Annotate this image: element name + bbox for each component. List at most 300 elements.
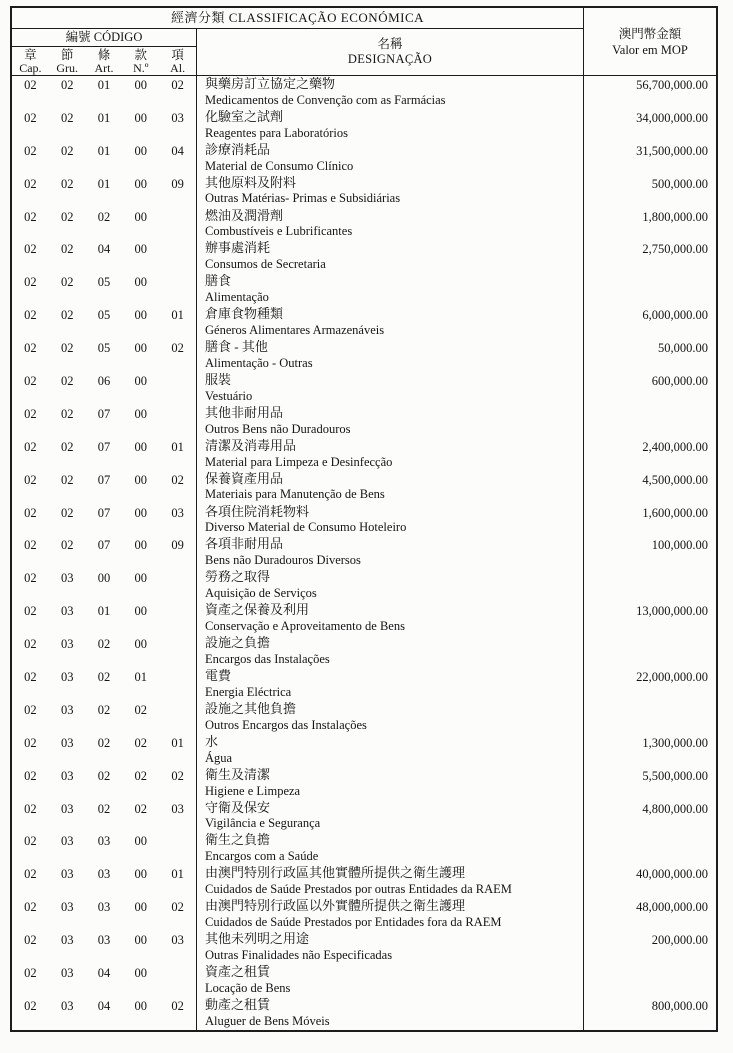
- code-cell: 02: [24, 242, 37, 257]
- designation-zh: 辦事處消耗: [205, 240, 271, 256]
- amount-value: [583, 273, 716, 306]
- code-cell: 04: [97, 242, 111, 257]
- code-cell: 00: [134, 834, 148, 849]
- code-cell: 02: [97, 209, 111, 224]
- code-cell: 02: [24, 571, 37, 586]
- row-designation: [197, 734, 583, 767]
- header-left-block: [12, 8, 583, 75]
- code-cell: 02: [60, 374, 74, 389]
- row-designation: [197, 76, 583, 109]
- code-cell: 00: [134, 538, 148, 553]
- designation-zh: 資產之保養及利用: [205, 602, 310, 618]
- table-header: [12, 8, 716, 76]
- designation-pt: Medicamentos de Convenção com as Farmácias: [205, 92, 446, 107]
- designation-zh: 電費: [205, 668, 232, 684]
- table-row: [12, 142, 716, 175]
- code-col-cap-abbr: Cap.: [19, 61, 42, 75]
- code-cell: 02: [24, 374, 37, 389]
- code-cell: 01: [171, 439, 184, 454]
- code-cell: 03: [60, 768, 74, 783]
- row-code-block: [12, 668, 197, 701]
- designation-header-zh: 名稱: [377, 37, 403, 51]
- row-designation: [197, 832, 583, 865]
- row-code-block: [12, 175, 197, 208]
- row-code-block: [12, 504, 197, 537]
- code-cell: [159, 669, 196, 701]
- code-cell: 00: [134, 110, 148, 125]
- amount-value: [583, 635, 716, 668]
- code-cell: 01: [171, 735, 184, 750]
- table-row: [12, 273, 716, 306]
- code-cell: 04: [171, 143, 184, 158]
- row-code-block: [12, 339, 197, 372]
- row-code-block: [12, 142, 197, 175]
- amount-value: 100,000.00: [583, 536, 716, 569]
- code-cell: 07: [97, 439, 111, 454]
- code-cell: 00: [134, 933, 148, 948]
- row-designation: [197, 701, 583, 734]
- code-cell: 03: [171, 801, 184, 816]
- code-cell: 03: [60, 637, 74, 652]
- table-row: [12, 602, 716, 635]
- designation-pt: Locação de Bens: [205, 980, 291, 995]
- code-col-cap-zh: 章: [24, 48, 37, 62]
- designation-pt: Materiais para Manutenção de Bens: [205, 487, 385, 502]
- code-cell: 02: [60, 110, 74, 125]
- code-cell: 02: [60, 505, 74, 520]
- designation-pt: Material de Consumo Clínico: [205, 158, 354, 173]
- code-cell: 07: [97, 538, 111, 553]
- amount-value: [583, 405, 716, 438]
- table-row: [12, 767, 716, 800]
- row-designation: [197, 569, 583, 602]
- code-cell: 00: [134, 209, 148, 224]
- row-code-block: [12, 536, 197, 569]
- code-cell: 01: [97, 78, 111, 92]
- code-cell: 03: [97, 933, 111, 948]
- row-code-block: [12, 767, 197, 800]
- code-cell: 00: [134, 341, 148, 356]
- designation-pt: Outros Encargos das Instalações: [205, 717, 367, 732]
- row-designation: [197, 471, 583, 504]
- code-cell: 03: [60, 604, 74, 619]
- code-cell: 03: [60, 867, 74, 882]
- code-cell: 00: [134, 571, 148, 586]
- row-designation: [197, 142, 583, 175]
- code-cell: 03: [171, 933, 184, 948]
- table-row: [12, 76, 716, 109]
- code-cell: [159, 965, 196, 997]
- designation-zh: 由澳門特別行政區其他實體所提供之衛生護理: [205, 865, 466, 881]
- code-cell: 02: [171, 998, 184, 1013]
- code-cell: 03: [60, 670, 74, 685]
- row-code-block: [12, 635, 197, 668]
- code-cell: 00: [134, 439, 148, 454]
- row-code-block: [12, 997, 197, 1030]
- designation-zh: 水: [205, 733, 219, 749]
- code-cell: 02: [24, 768, 37, 783]
- designation-zh: 診療消耗品: [205, 141, 271, 157]
- amount-header: [583, 8, 716, 75]
- code-cell: 03: [60, 801, 74, 816]
- designation-pt: Água: [205, 750, 233, 765]
- code-cell: [159, 209, 196, 241]
- designation-pt: Diverso Material de Consumo Hoteleiro: [205, 520, 407, 535]
- amount-value: [583, 832, 716, 865]
- row-designation: [197, 997, 583, 1030]
- code-cell: 09: [171, 538, 184, 553]
- code-cell: 00: [134, 308, 148, 323]
- table-row: [12, 372, 716, 405]
- code-col-gru-zh: 節: [60, 48, 74, 62]
- code-cell: 02: [171, 472, 184, 487]
- row-code-block: [12, 734, 197, 767]
- code-cell: 02: [24, 341, 37, 356]
- code-cell: 02: [24, 406, 37, 421]
- code-col-art: [86, 48, 123, 75]
- code-cell: [159, 241, 196, 273]
- code-cell: 01: [134, 670, 148, 685]
- code-cell: 02: [24, 998, 37, 1013]
- amount-value: 1,300,000.00: [583, 734, 716, 767]
- code-cell: 03: [171, 505, 184, 520]
- code-cell: 02: [24, 472, 37, 487]
- designation-zh: 由澳門特別行政區以外實體所提供之衛生護理: [205, 898, 466, 914]
- amount-value: 600,000.00: [583, 372, 716, 405]
- amount-value: 2,400,000.00: [583, 438, 716, 471]
- designation-pt: Outras Matérias- Primas e Subsidiárias: [205, 191, 401, 206]
- code-cell: 02: [60, 308, 74, 323]
- amount-value: 50,000.00: [583, 339, 716, 372]
- amount-value: 56,700,000.00: [583, 76, 716, 109]
- code-cell: 02: [97, 637, 111, 652]
- table-row: [12, 240, 716, 273]
- code-cell: 03: [60, 900, 74, 915]
- designation-zh: 化驗室之試劑: [205, 108, 284, 124]
- code-cell: 02: [24, 505, 37, 520]
- designation-pt: Outros Bens não Duradouros: [205, 421, 351, 436]
- code-cell: 04: [97, 998, 111, 1013]
- amount-value: 4,800,000.00: [583, 800, 716, 833]
- row-code-block: [12, 701, 197, 734]
- table-row: [12, 800, 716, 833]
- designation-pt: Energia Eléctrica: [205, 684, 292, 699]
- designation-pt: Conservação e Aproveitamento de Bens: [205, 619, 405, 634]
- table-row: [12, 865, 716, 898]
- designation-zh: 守衛及保安: [205, 799, 271, 815]
- code-cell: 03: [97, 867, 111, 882]
- code-cell: 02: [134, 735, 148, 750]
- code-cell: 02: [24, 143, 37, 158]
- designation-zh: 動產之租賃: [205, 996, 271, 1012]
- amount-value: [583, 701, 716, 734]
- code-cell: 01: [97, 110, 111, 125]
- designation-pt: Encargos com a Saúde: [205, 849, 319, 864]
- designation-pt: Vestuário: [205, 388, 253, 403]
- amount-value: 200,000.00: [583, 931, 716, 964]
- code-cell: 03: [60, 702, 74, 717]
- amount-value: 500,000.00: [583, 175, 716, 208]
- table-row: [12, 898, 716, 931]
- code-header-title: 編號 CÓDIGO: [12, 29, 196, 47]
- designation-zh: 資產之租賃: [205, 964, 271, 980]
- code-cell: 00: [134, 505, 148, 520]
- code-cell: 02: [97, 768, 111, 783]
- table-row: [12, 931, 716, 964]
- row-designation: [197, 339, 583, 372]
- code-cell: 02: [60, 406, 74, 421]
- code-col-no: [122, 48, 159, 75]
- code-cell: 03: [97, 834, 111, 849]
- amount-value: 1,800,000.00: [583, 208, 716, 241]
- table-row: [12, 504, 716, 537]
- designation-header: [197, 29, 583, 75]
- code-cell: 02: [134, 801, 148, 816]
- code-cell: 01: [97, 176, 111, 191]
- amount-value: 22,000,000.00: [583, 668, 716, 701]
- row-code-block: [12, 832, 197, 865]
- row-code-block: [12, 964, 197, 997]
- designation-zh: 設施之負擔: [205, 635, 271, 651]
- designation-zh: 保養資產用品: [205, 470, 284, 486]
- amount-value: 1,600,000.00: [583, 504, 716, 537]
- amount-header-pt: Valor em MOP: [612, 42, 688, 57]
- classification-title: 經濟分類 CLASSIFICAÇÃO ECONÓMICA: [12, 8, 583, 29]
- designation-zh: 服裝: [205, 372, 232, 388]
- designation-zh: 清潔及消毒用品: [205, 437, 297, 453]
- row-code-block: [12, 405, 197, 438]
- table-row: [12, 339, 716, 372]
- code-cell: 03: [60, 966, 74, 981]
- code-cell: 02: [24, 176, 37, 191]
- row-code-block: [12, 569, 197, 602]
- code-cell: [159, 570, 196, 602]
- amount-value: 5,500,000.00: [583, 767, 716, 800]
- designation-pt: Higiene e Limpeza: [205, 783, 301, 798]
- code-cell: 02: [24, 110, 37, 125]
- code-cell: 02: [24, 604, 37, 619]
- row-designation: [197, 668, 583, 701]
- code-cell: 00: [134, 176, 148, 191]
- code-cell: 01: [97, 143, 111, 158]
- row-designation: [197, 964, 583, 997]
- designation-pt: Aluguer de Bens Móveis: [205, 1013, 330, 1028]
- code-cell: [159, 833, 196, 865]
- row-designation: [197, 536, 583, 569]
- code-cell: 02: [60, 209, 74, 224]
- code-cell: 02: [171, 78, 184, 92]
- row-designation: [197, 240, 583, 273]
- designation-pt: Cuidados de Saúde Prestados por outras Entidades da RAEM: [205, 882, 512, 897]
- amount-value: 40,000,000.00: [583, 865, 716, 898]
- table-row: [12, 635, 716, 668]
- code-cell: 02: [60, 143, 74, 158]
- code-cell: 02: [60, 275, 74, 290]
- code-cell: 02: [24, 209, 37, 224]
- row-designation: [197, 109, 583, 142]
- code-cell: 01: [171, 308, 184, 323]
- row-code-block: [12, 76, 197, 109]
- row-code-block: [12, 602, 197, 635]
- amount-value: [583, 569, 716, 602]
- code-cell: 02: [171, 341, 184, 356]
- amount-value: 31,500,000.00: [583, 142, 716, 175]
- table-row: [12, 306, 716, 339]
- designation-zh: 各項住院消耗物料: [205, 503, 310, 519]
- code-cell: 03: [171, 110, 184, 125]
- code-cell: 02: [60, 472, 74, 487]
- designation-zh: 燃油及潤滑劑: [205, 207, 284, 223]
- code-cell: 01: [97, 604, 111, 619]
- designation-pt: Aquisição de Serviços: [205, 586, 317, 601]
- designation-pt: Alimentação: [205, 290, 269, 305]
- code-cell: 07: [97, 505, 111, 520]
- code-cell: [159, 373, 196, 405]
- row-code-block: [12, 898, 197, 931]
- code-header-block: [12, 29, 197, 75]
- table-row: [12, 471, 716, 504]
- row-code-block: [12, 240, 197, 273]
- row-designation: [197, 306, 583, 339]
- code-cell: 02: [97, 801, 111, 816]
- code-cell: 02: [24, 637, 37, 652]
- amount-value: 48,000,000.00: [583, 898, 716, 931]
- designation-header-pt: DESIGNAÇÃO: [347, 52, 433, 66]
- code-cell: [159, 636, 196, 668]
- code-columns-header: [12, 47, 196, 75]
- designation-zh: 勞務之取得: [205, 569, 271, 585]
- table-body: [12, 76, 716, 1030]
- code-cell: 02: [24, 834, 37, 849]
- row-code-block: [12, 865, 197, 898]
- code-cell: 05: [97, 275, 111, 290]
- code-col-al-zh: 項: [171, 48, 184, 62]
- code-cell: 02: [97, 702, 111, 717]
- row-code-block: [12, 372, 197, 405]
- code-cell: 02: [134, 768, 148, 783]
- designation-pt: Vigilância e Segurança: [205, 816, 321, 831]
- row-code-block: [12, 208, 197, 241]
- code-cell: 02: [24, 78, 37, 92]
- code-cell: 00: [134, 472, 148, 487]
- designation-pt: Reagentes para Laboratórios: [205, 125, 348, 140]
- row-designation: [197, 372, 583, 405]
- code-col-no-abbr: N.º: [133, 61, 149, 75]
- designation-zh: 與藥房訂立協定之藥物: [205, 76, 336, 91]
- code-cell: [159, 406, 196, 438]
- row-designation: [197, 767, 583, 800]
- code-col-al: [159, 48, 196, 75]
- code-col-gru-abbr: Gru.: [56, 61, 79, 75]
- code-cell: 00: [134, 406, 148, 421]
- row-designation: [197, 602, 583, 635]
- row-designation: [197, 931, 583, 964]
- code-cell: 03: [97, 900, 111, 915]
- header-subrow: [12, 29, 583, 75]
- code-cell: 00: [97, 571, 111, 586]
- code-cell: 02: [24, 867, 37, 882]
- row-designation: [197, 865, 583, 898]
- table-row: [12, 832, 716, 865]
- code-cell: [159, 603, 196, 635]
- code-cell: 00: [134, 900, 148, 915]
- designation-zh: 設施之其他負擔: [205, 700, 297, 716]
- code-cell: 00: [134, 242, 148, 257]
- designation-zh: 膳食: [205, 273, 232, 289]
- amount-value: 6,000,000.00: [583, 306, 716, 339]
- code-cell: 02: [60, 439, 74, 454]
- designation-pt: Consumos de Secretaria: [205, 257, 326, 272]
- code-cell: 06: [97, 374, 111, 389]
- amount-header-zh: 澳門幣金額: [618, 26, 682, 41]
- row-code-block: [12, 273, 197, 306]
- row-designation: [197, 635, 583, 668]
- table-row: [12, 405, 716, 438]
- code-col-art-abbr: Art.: [94, 61, 114, 75]
- code-cell: 09: [171, 176, 184, 191]
- code-cell: 02: [171, 900, 184, 915]
- code-cell: 02: [24, 538, 37, 553]
- table-row: [12, 964, 716, 997]
- code-cell: 02: [24, 308, 37, 323]
- code-col-cap: [12, 48, 49, 75]
- table-row: [12, 701, 716, 734]
- row-designation: [197, 208, 583, 241]
- table-row: [12, 438, 716, 471]
- code-cell: 00: [134, 275, 148, 290]
- designation-zh: 膳食 - 其他: [205, 339, 268, 355]
- table-row: [12, 734, 716, 767]
- row-code-block: [12, 800, 197, 833]
- amount-value: 13,000,000.00: [583, 602, 716, 635]
- row-code-block: [12, 306, 197, 339]
- code-cell: 07: [97, 472, 111, 487]
- code-cell: 05: [97, 341, 111, 356]
- table-row: [12, 175, 716, 208]
- designation-zh: 其他原料及附料: [205, 174, 297, 190]
- designation-zh: 倉庫食物種類: [205, 306, 284, 322]
- code-cell: 02: [24, 735, 37, 750]
- code-cell: 02: [60, 341, 74, 356]
- row-code-block: [12, 471, 197, 504]
- designation-pt: Alimentação - Outras: [205, 355, 313, 370]
- designation-zh: 衛生之負擔: [205, 832, 271, 848]
- code-cell: 02: [171, 768, 184, 783]
- amount-value: 800,000.00: [583, 997, 716, 1030]
- code-cell: 00: [134, 998, 148, 1013]
- code-cell: 02: [97, 735, 111, 750]
- amount-value: 34,000,000.00: [583, 109, 716, 142]
- code-cell: 02: [134, 702, 148, 717]
- code-cell: 02: [60, 538, 74, 553]
- code-cell: 05: [97, 308, 111, 323]
- code-cell: 02: [60, 176, 74, 191]
- row-designation: [197, 273, 583, 306]
- row-designation: [197, 405, 583, 438]
- code-cell: 02: [24, 275, 37, 290]
- code-cell: 02: [60, 242, 74, 257]
- code-cell: 01: [171, 867, 184, 882]
- table-row: [12, 668, 716, 701]
- code-cell: 00: [134, 143, 148, 158]
- code-cell: 02: [24, 702, 37, 717]
- designation-pt: Encargos das Instalações: [205, 651, 330, 666]
- code-col-art-zh: 條: [97, 48, 111, 62]
- designation-pt: Cuidados de Saúde Prestados por Entidades fora da RAEM: [205, 915, 502, 930]
- code-cell: 00: [134, 867, 148, 882]
- code-cell: 02: [24, 966, 37, 981]
- designation-zh: 衛生及清潔: [205, 766, 271, 782]
